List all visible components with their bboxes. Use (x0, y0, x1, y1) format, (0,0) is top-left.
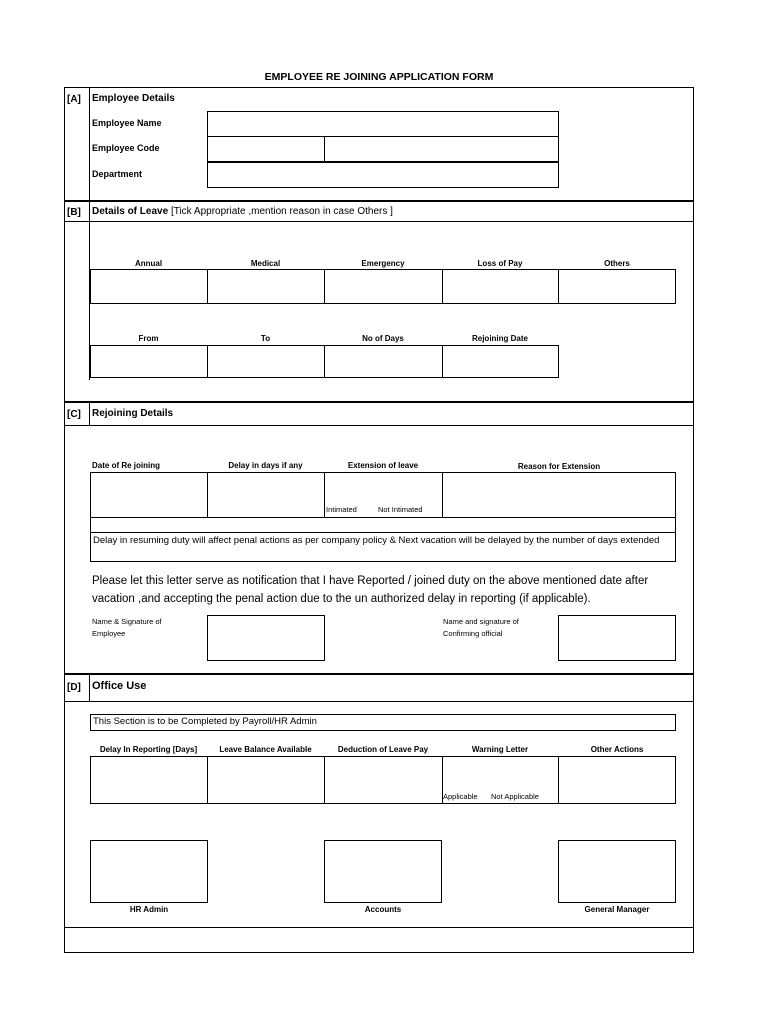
section-c-rule-top (64, 401, 694, 403)
general-manager-label: General Manager (584, 905, 650, 914)
from-label: From (138, 334, 159, 343)
reason-for-extension-field[interactable] (442, 472, 676, 518)
section-b-tag: [B] (67, 207, 81, 218)
delay-note-text: Delay in resuming duty will affect penal actions as per company policy & Next vacation will be delayed by the number of days extended (93, 535, 660, 546)
leave-balance-field[interactable] (207, 756, 325, 804)
delay-days-label: Delay in days if any (228, 461, 303, 470)
leave-balance-label: Leave Balance Available (219, 745, 312, 754)
bottom-rule (64, 927, 694, 928)
section-d-rule-bottom (64, 701, 694, 702)
leave-loss-of-pay-box[interactable] (442, 269, 559, 304)
from-field[interactable] (90, 345, 208, 378)
declaration-text: Please let this letter serve as notification that I have Reported / joined duty on the above mentioned date after vacation ,and accepting the penal action due to the un authorized delay in reporting (if applicable). (92, 575, 649, 605)
to-label: To (260, 334, 271, 343)
no-of-days-field[interactable] (324, 345, 443, 378)
form-title: EMPLOYEE RE JOINING APPLICATION FORM (264, 71, 494, 83)
section-a-heading: Employee Details (92, 93, 175, 104)
leave-loss-of-pay-label: Loss of Pay (477, 259, 523, 268)
section-d-rule-top (64, 673, 694, 675)
section-c-divider (89, 401, 90, 426)
section-a-divider (89, 87, 90, 200)
leave-others-box[interactable] (558, 269, 676, 304)
section-c-tag: [C] (67, 409, 81, 420)
payroll-note (90, 714, 676, 731)
official-signature-box[interactable] (558, 615, 676, 661)
section-a-tag: [A] (67, 94, 81, 105)
rejoining-date-field[interactable] (442, 345, 559, 378)
section-c-rule-bottom (64, 425, 694, 426)
leave-emergency-label: Emergency (361, 259, 405, 268)
other-actions-label: Other Actions (590, 745, 644, 754)
applicable-option[interactable]: Applicable (443, 792, 478, 801)
deduction-leave-pay-field[interactable] (324, 756, 443, 804)
leave-annual-box[interactable] (90, 269, 208, 304)
employee-signature-label: Name & Signature of Employee (92, 617, 162, 638)
hr-admin-signature-box[interactable] (90, 840, 208, 903)
employee-signature-box[interactable] (207, 615, 325, 661)
warning-letter-label: Warning Letter (471, 745, 529, 754)
to-field[interactable] (207, 345, 325, 378)
other-actions-field[interactable] (558, 756, 676, 804)
employee-code-label: Employee Code (92, 143, 160, 153)
delay-reporting-label: Delay In Reporting [Days] (99, 745, 198, 754)
official-signature-label: Name and signature of Confirming official (443, 617, 519, 638)
leave-others-label: Others (604, 259, 630, 268)
department-field[interactable] (207, 162, 559, 188)
section-d-divider (89, 673, 90, 702)
section-d-heading: Office Use (92, 680, 147, 692)
delay-days-field[interactable] (207, 472, 325, 518)
accounts-label: Accounts (364, 905, 402, 914)
leave-emergency-box[interactable] (324, 269, 443, 304)
section-b-rule-top (64, 200, 694, 202)
delay-note-box (90, 517, 676, 533)
employee-code-extra-field[interactable] (324, 136, 559, 162)
payroll-note-text: This Section is to be Completed by Payroll/HR Admin (93, 716, 317, 727)
employee-name-field[interactable] (207, 111, 559, 137)
leave-annual-label: Annual (134, 259, 163, 268)
employee-code-field[interactable] (207, 136, 325, 162)
section-b-heading-line (92, 206, 393, 217)
no-of-days-label: No of Days (362, 334, 404, 343)
date-of-rejoining-field[interactable] (90, 472, 208, 518)
delay-note (90, 532, 676, 562)
leave-medical-box[interactable] (207, 269, 325, 304)
department-label: Department (92, 169, 143, 179)
leave-medical-label: Medical (250, 259, 281, 268)
extension-of-leave-label: Extension of leave (347, 461, 419, 470)
not-applicable-option[interactable]: Not Applicable (491, 792, 539, 801)
employee-name-label: Employee Name (92, 118, 162, 128)
section-b-note: [Tick Appropriate ,mention reason in case Others ] (170, 206, 393, 217)
accounts-signature-box[interactable] (324, 840, 442, 903)
section-c-heading: Rejoining Details (92, 408, 174, 419)
section-b-heading: Details of Leave (92, 206, 169, 217)
hr-admin-label: HR Admin (129, 905, 169, 914)
general-manager-signature-box[interactable] (558, 840, 676, 903)
rejoining-date-label: Rejoining Date (471, 334, 528, 343)
section-b-rule-bottom (64, 221, 694, 222)
section-d-tag: [D] (67, 682, 81, 693)
not-intimated-option[interactable]: Not Intimated (378, 505, 423, 514)
date-of-rejoining-label: Date of Re joining (92, 461, 160, 470)
intimated-option[interactable]: Intimated (326, 505, 357, 514)
deduction-leave-pay-label: Deduction of Leave Pay (337, 745, 429, 754)
reason-for-extension-label: Reason for Extension (517, 462, 601, 471)
delay-reporting-field[interactable] (90, 756, 208, 804)
